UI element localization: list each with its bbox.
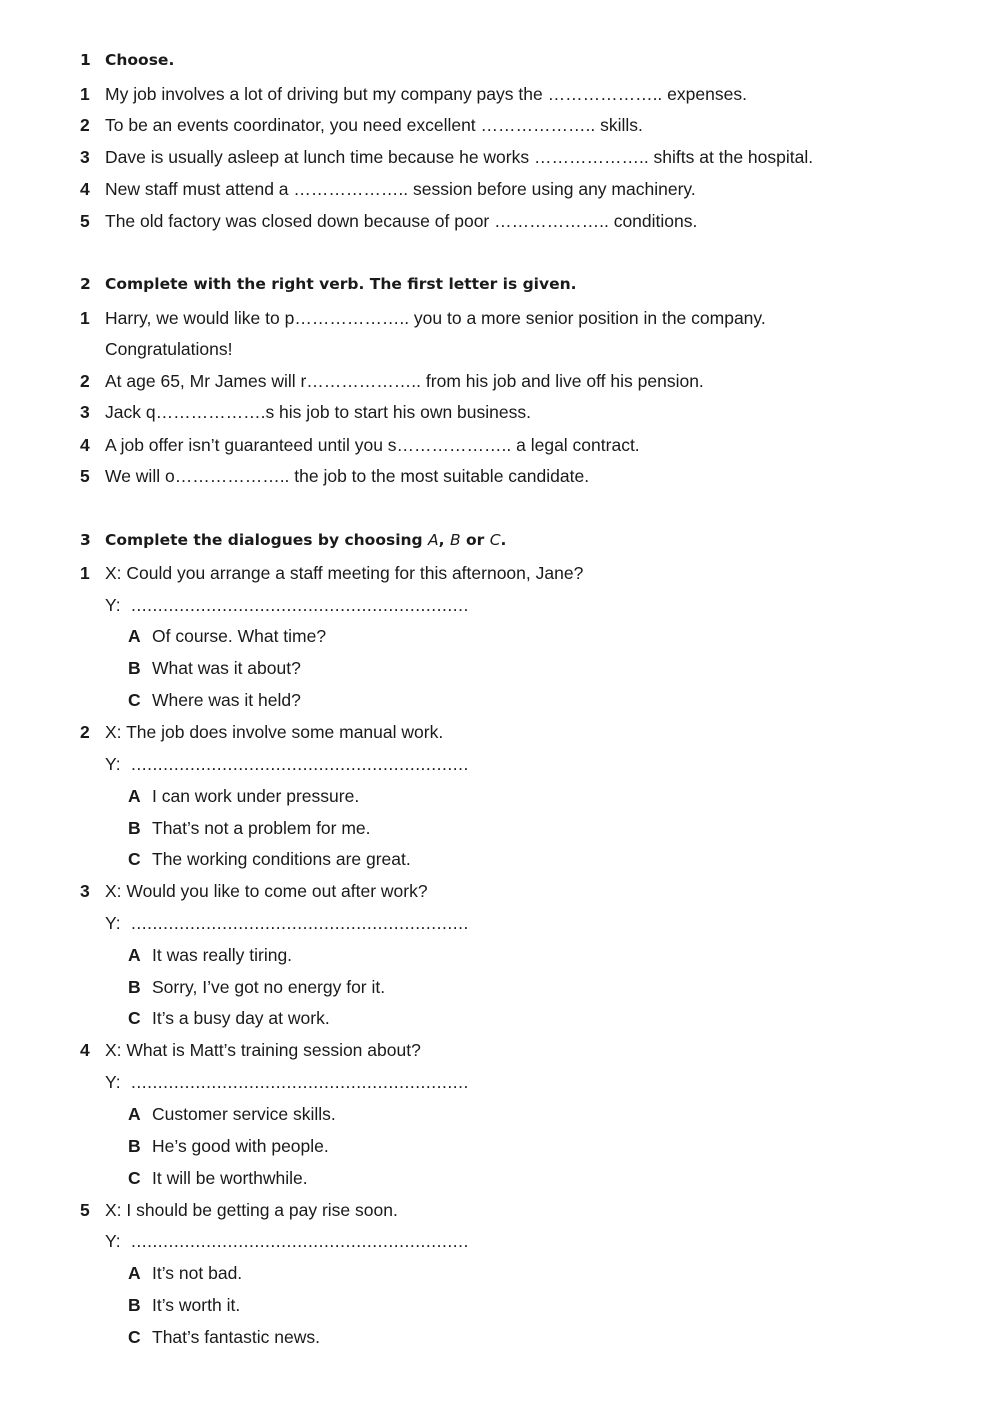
dialogue-number: 1 bbox=[80, 563, 90, 583]
y-label: Y: bbox=[105, 1231, 121, 1251]
y-label: Y: bbox=[105, 913, 121, 933]
y-label: Y: bbox=[105, 754, 121, 774]
question-number: 5 bbox=[80, 211, 90, 231]
option-letter: B bbox=[128, 977, 141, 997]
question-text: Dave is usually asleep at lunch time because he works ……………….. shifts at the hospital. bbox=[105, 147, 814, 167]
question-number: 1 bbox=[80, 84, 90, 104]
option-text: That’s fantastic news. bbox=[152, 1327, 320, 1347]
option-letter: A bbox=[128, 626, 141, 646]
dialogue-x-line: X: What is Matt’s training session about? bbox=[105, 1040, 421, 1060]
section-number: 1 bbox=[80, 51, 91, 69]
question-number: 5 bbox=[80, 466, 90, 486]
option-letter: C bbox=[128, 1168, 141, 1188]
answer-dots: ............................................................... bbox=[131, 1231, 469, 1251]
answer-dots: ............................................................... bbox=[131, 1072, 469, 1092]
option-letter: B bbox=[128, 1136, 141, 1156]
option-text: It’s worth it. bbox=[152, 1295, 241, 1315]
question-number: 3 bbox=[80, 402, 90, 422]
option-text: Customer service skills. bbox=[152, 1104, 336, 1124]
answer-dots: ............................................................... bbox=[131, 595, 469, 615]
answer-dots: ............................................................... bbox=[131, 754, 469, 774]
option-letter: C bbox=[128, 1008, 141, 1028]
question-text: We will o……………….. the job to the most suitable candidate. bbox=[105, 466, 590, 486]
dialogue-x-line: X: The job does involve some manual work. bbox=[105, 722, 444, 742]
option-letter: B bbox=[128, 818, 141, 838]
section-title: Complete the dialogues by choosing A, B or C. bbox=[105, 531, 507, 549]
dialogue-x-line: X: I should be getting a pay rise soon. bbox=[105, 1200, 398, 1220]
question-number: 3 bbox=[80, 147, 90, 167]
y-label: Y: bbox=[105, 595, 121, 615]
option-letter: A bbox=[128, 945, 141, 965]
dialogue-number: 3 bbox=[80, 881, 90, 901]
dialogue-number: 5 bbox=[80, 1200, 90, 1220]
option-text: That’s not a problem for me. bbox=[152, 818, 371, 838]
question-number: 1 bbox=[80, 308, 90, 328]
option-text: Sorry, I’ve got no energy for it. bbox=[152, 977, 386, 997]
option-text: I can work under pressure. bbox=[152, 786, 360, 806]
question-number: 4 bbox=[80, 179, 90, 199]
question-text: At age 65, Mr James will r……………….. from his job and live off his pension. bbox=[105, 371, 704, 391]
section-title: Complete with the right verb. The first letter is given. bbox=[105, 275, 577, 293]
option-text: Of course. What time? bbox=[152, 626, 327, 646]
question-text: My job involves a lot of driving but my company pays the ……………….. expenses. bbox=[105, 84, 747, 104]
option-letter: A bbox=[128, 1263, 141, 1283]
question-text: Harry, we would like to p……………….. you to a more senior position in the company. bbox=[105, 308, 766, 328]
option-letter: C bbox=[128, 849, 141, 869]
option-text: What was it about? bbox=[152, 658, 301, 678]
section-number: 2 bbox=[80, 275, 91, 293]
question-text: A job offer isn’t guaranteed until you s……………….. a legal contract. bbox=[105, 435, 640, 455]
section-title: Choose. bbox=[105, 51, 175, 69]
option-letter: C bbox=[128, 690, 141, 710]
option-text: The working conditions are great. bbox=[152, 849, 411, 869]
question-text: Jack q……………….s his job to start his own business. bbox=[105, 402, 531, 422]
dialogue-number: 4 bbox=[80, 1040, 90, 1060]
option-text: It was really tiring. bbox=[152, 945, 293, 965]
option-letter: A bbox=[128, 1104, 141, 1124]
question-number: 4 bbox=[80, 435, 90, 455]
option-letter: B bbox=[128, 658, 141, 678]
y-label: Y: bbox=[105, 1072, 121, 1092]
dialogue-x-line: X: Would you like to come out after work? bbox=[105, 881, 428, 901]
option-text: He’s good with people. bbox=[152, 1136, 329, 1156]
option-text: It will be worthwhile. bbox=[152, 1168, 308, 1188]
option-letter: B bbox=[128, 1295, 141, 1315]
dialogue-number: 2 bbox=[80, 722, 90, 742]
dialogue-x-line: X: Could you arrange a staff meeting for this afternoon, Jane? bbox=[105, 563, 584, 583]
option-text: Where was it held? bbox=[152, 690, 301, 710]
question-text: The old factory was closed down because of poor ……………….. conditions. bbox=[105, 211, 698, 231]
question-text: To be an events coordinator, you need excellent ……………….. skills. bbox=[105, 115, 643, 135]
option-letter: A bbox=[128, 786, 141, 806]
answer-dots: ............................................................... bbox=[131, 913, 469, 933]
section-number: 3 bbox=[80, 531, 91, 549]
option-text: It’s not bad. bbox=[152, 1263, 243, 1283]
question-text: New staff must attend a ……………….. session before using any machinery. bbox=[105, 179, 696, 199]
question-number: 2 bbox=[80, 371, 90, 391]
question-text: Congratulations! bbox=[105, 339, 233, 359]
option-text: It’s a busy day at work. bbox=[152, 1008, 330, 1028]
question-number: 2 bbox=[80, 115, 90, 135]
option-letter: C bbox=[128, 1327, 141, 1347]
